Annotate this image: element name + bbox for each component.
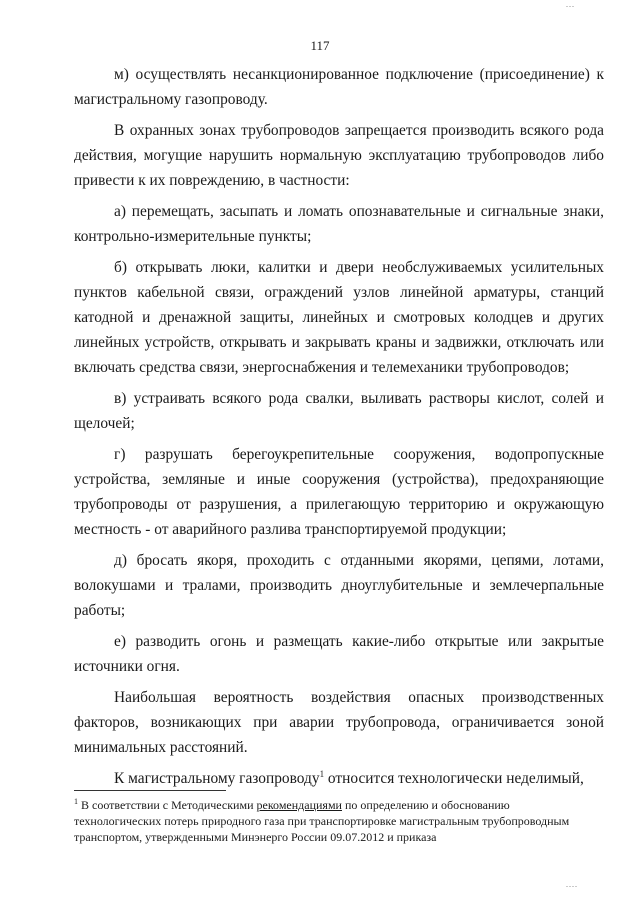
paragraph: д) бросать якоря, проходить с отданными якорями, цепями, лотами, волокушами и тралами, производить дноуглубительные и землечерпальные работы; (74, 552, 604, 619)
footnote-text: В соответствии с Методическими (78, 798, 257, 812)
paragraph: В охранных зонах трубопроводов запрещается производить всякого рода действия, могущие нарушить нормальную эксплуатацию трубопроводов либо привести к их повреждению, в частности: (74, 122, 604, 189)
paragraph-text: К магистральному газопроводу (114, 770, 320, 787)
footnote-separator (74, 790, 226, 791)
paragraph-last (74, 766, 604, 791)
page-number: 117 (310, 38, 330, 53)
scan-mark-top: ... (566, 0, 575, 9)
paragraph: г) разрушать берегоукрепительные сооружения, водопропускные устройства, земляные и иные сооружения (устройства), предохраняющие трубопроводы от разрушения, а прилегающую территорию и окружающую местность - от аварийного разлива транспортируемой продукции; (74, 446, 604, 538)
paragraph: е) разводить огонь и размещать какие-либо открытые или закрытые источники огня. (74, 633, 604, 675)
paragraph: м) осуществлять несанкционированное подключение (присоединение) к магистральному газопроводу. (74, 66, 604, 108)
footnote-underlined-text: рекомендациями (256, 798, 342, 812)
paragraph: б) открывать люки, калитки и двери необслуживаемых усилительных пунктов кабельной связи, ограждений узлов линейной арматуры, станций катодной и дренажной защиты, линейных и смотровых колодцев и других линейных устройств, открывать и закрывать краны и задвижки, отключать или включать средства связи, энергоснабжения и телемеханики трубопроводов; (74, 259, 604, 376)
paragraph: Наибольшая вероятность воздействия опасных производственных факторов, возникающих при аварии трубопровода, ограничивается зоной минимальных расстояний. (74, 689, 604, 756)
paragraph: в) устраивать всякого рода свалки, выливать растворы кислот, солей и щелочей; (74, 390, 604, 432)
paragraph-text: относится технологически неделимый, (324, 770, 584, 787)
footnote (74, 797, 594, 845)
document-body (74, 62, 604, 797)
paragraph: а) перемещать, засыпать и ломать опознавательные и сигнальные знаки, контрольно-измерительные пункты; (74, 203, 604, 245)
scan-mark-bottom: .... (566, 880, 578, 889)
footnote-mark: 1 (74, 797, 78, 806)
footnote-reference[interactable]: 1 (319, 768, 325, 779)
footnote-text: по определению и обоснованию технологических потерь природного газа при транспортировке магистральным трубопроводным транспортом, утвержденными Минэнерго России 09.07.2012 и приказа (74, 798, 570, 844)
